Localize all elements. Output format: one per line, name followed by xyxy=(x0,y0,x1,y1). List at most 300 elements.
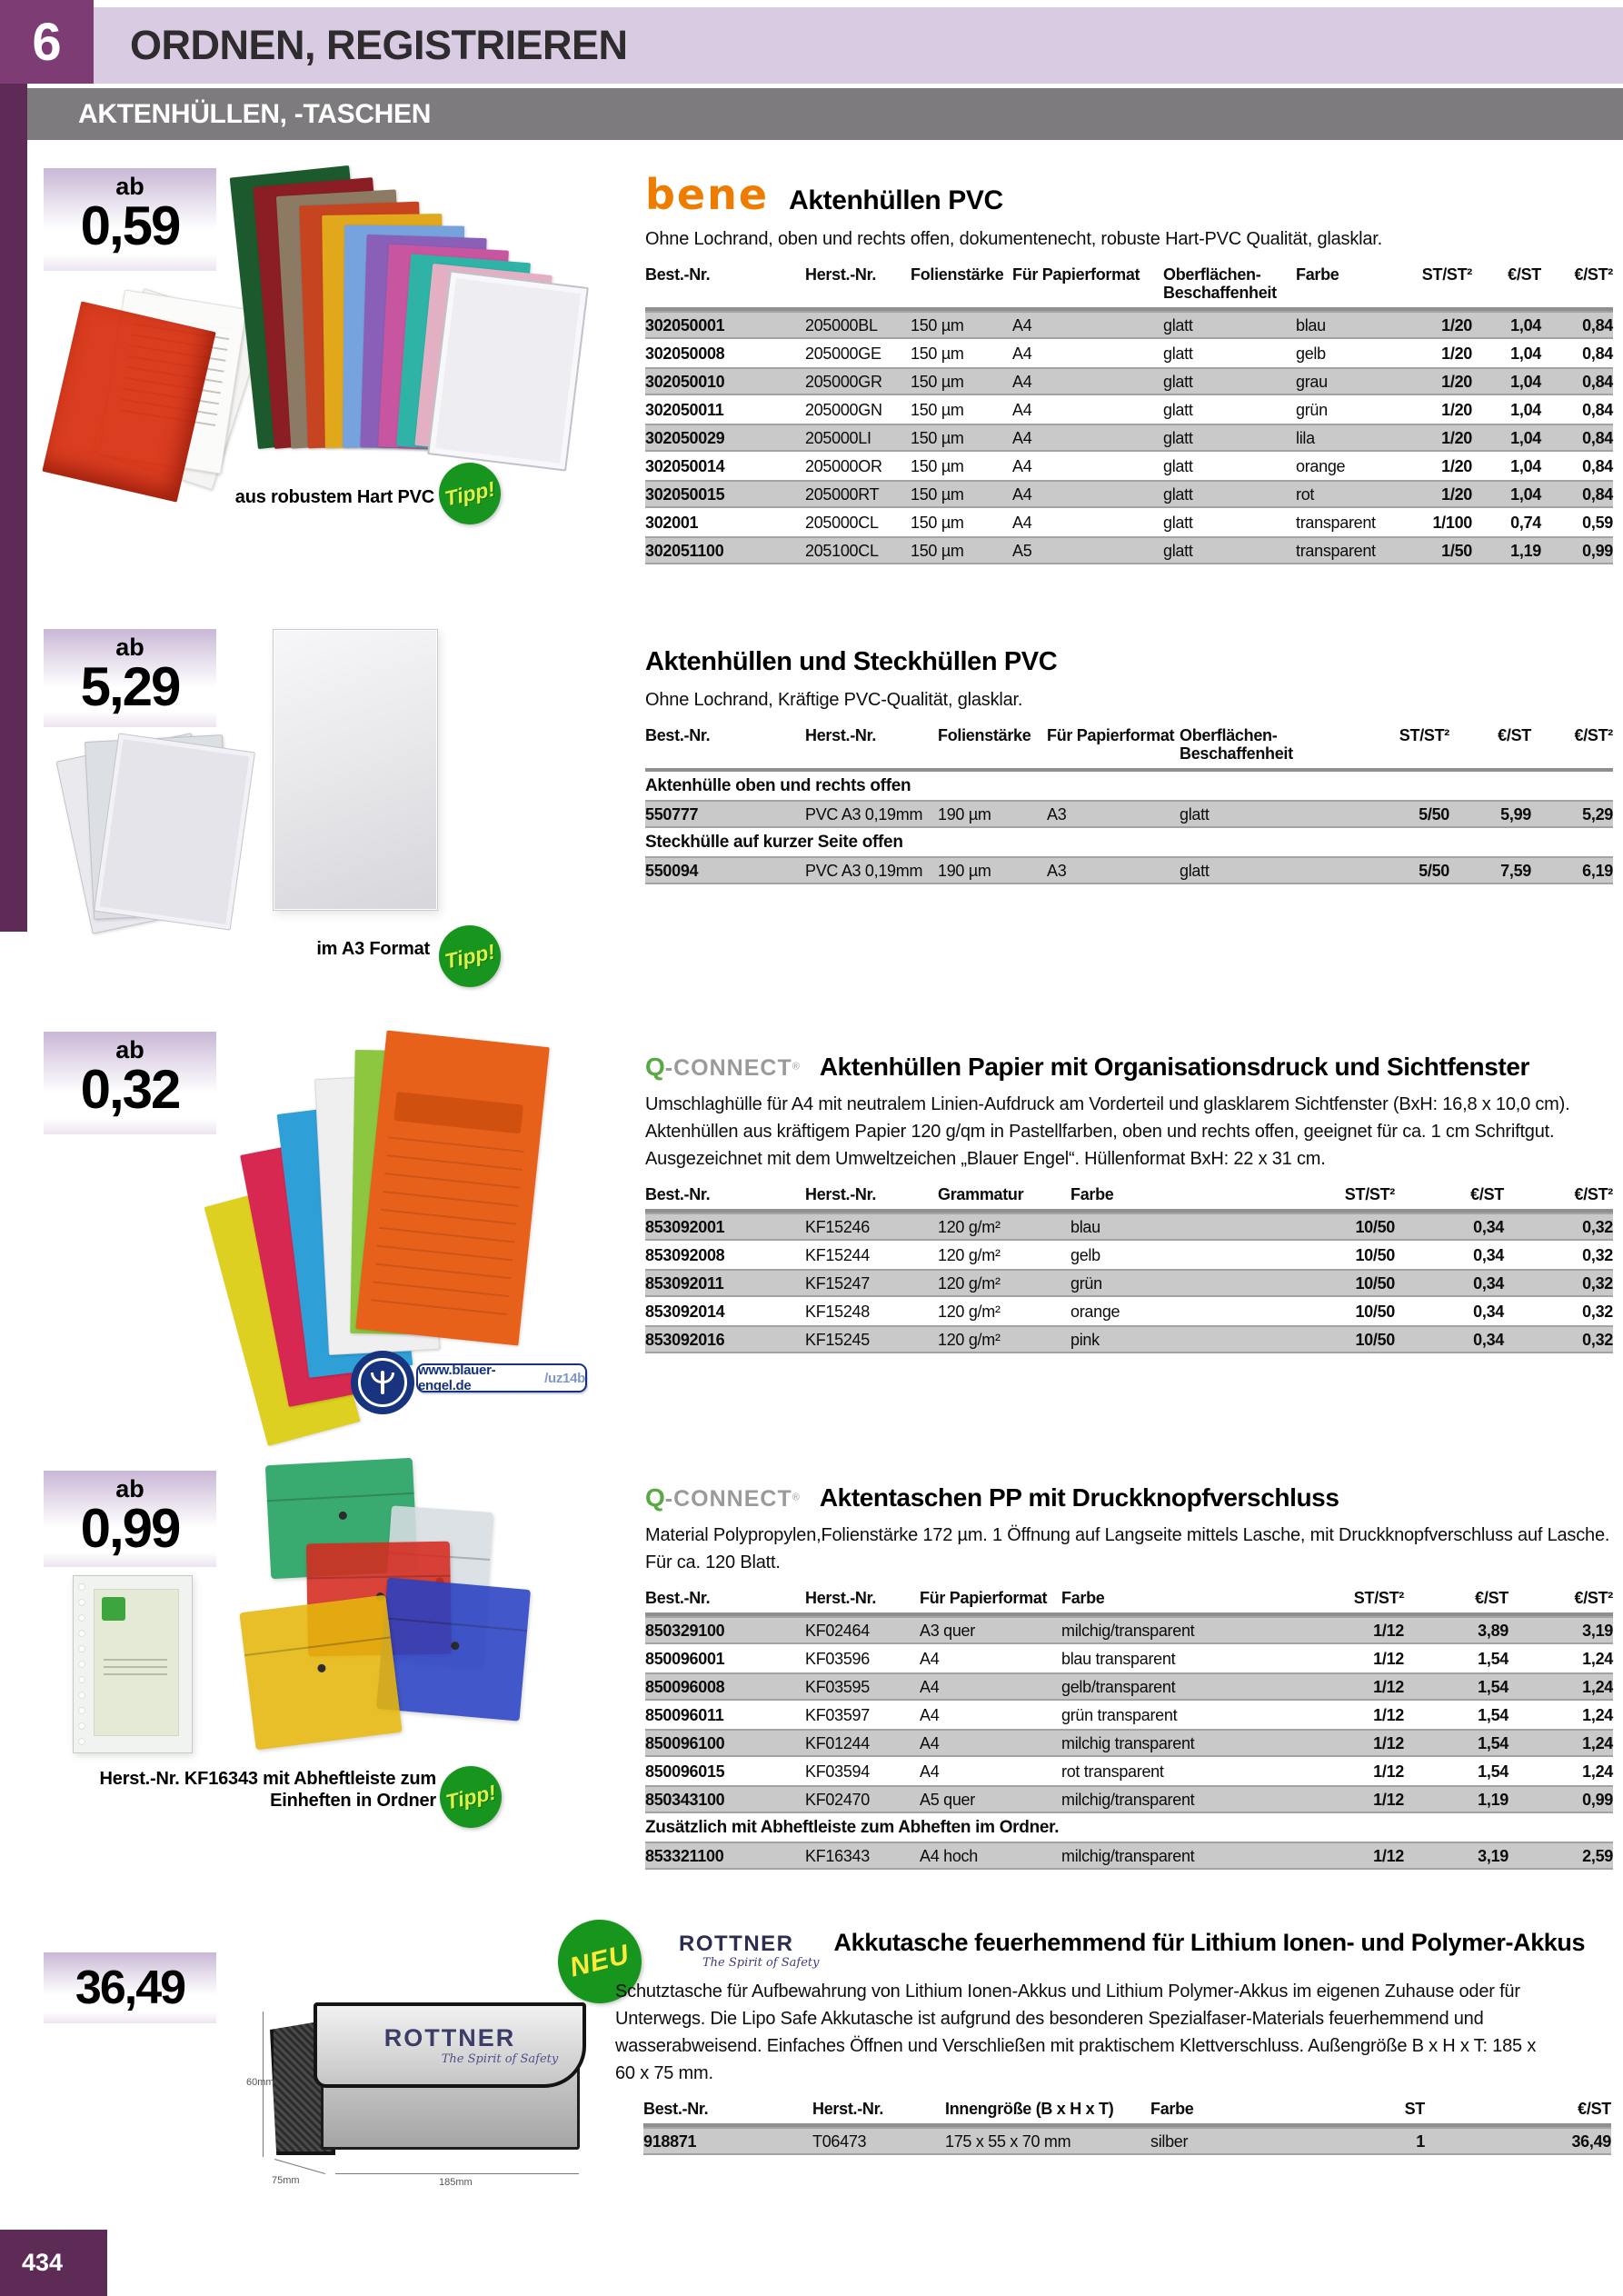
q-connect-logo: Q-CONNECT® xyxy=(645,1053,800,1081)
clear-folder-stack-image xyxy=(65,736,265,927)
table-cell: blau xyxy=(1296,315,1326,334)
bene-logo: bene xyxy=(645,170,770,219)
table-cell: 1/12 xyxy=(1373,1762,1404,1781)
product-description: Umschlaghülle für A4 mit neutralem Linien-Aufdruck am Vorderteil und glasklarem Sichtfenster (BxH: 16,8 x 10,0 cm). Aktenhüllen aus kräftigem Papier 120 g/qm in Pastellfarben, oben und rechts offen, geeignet für ca. 1 cm Schriftgut. Ausgezeichnet mit dem Umweltzeichen „Blauer Engel“. Hüllenformat BxH: 22 x 31 cm. xyxy=(645,1094,1570,1169)
price-badge-papier xyxy=(44,1032,216,1134)
chapter-title-band xyxy=(94,7,1623,84)
table-header-row xyxy=(643,2100,1611,2127)
table-cell: glatt xyxy=(1163,400,1193,419)
table-row xyxy=(645,1729,1613,1757)
table-cell: KF02464 xyxy=(805,1621,870,1640)
table-cell: 1,24 xyxy=(1582,1705,1613,1724)
table-cell: 150 µm xyxy=(911,484,964,504)
column-header: Für Papierformat xyxy=(1047,726,1175,744)
table-cell: 302050015 xyxy=(645,484,725,504)
table-cell: 120 g/m² xyxy=(938,1302,1001,1321)
column-header: Farbe xyxy=(1070,1185,1114,1203)
product-title: Aktenhüllen Papier mit Organisationsdruck und Sichtfenster xyxy=(819,1053,1529,1081)
table-cell: 302050010 xyxy=(645,372,725,391)
image-caption-a3: im A3 Format xyxy=(316,939,430,959)
table-cell: glatt xyxy=(1163,513,1193,532)
column-header: ST/ST² xyxy=(1353,1589,1404,1607)
table-cell: 120 g/m² xyxy=(938,1217,1001,1236)
table-cell: 1,04 xyxy=(1510,400,1541,419)
price-badge-aktentaschen xyxy=(44,1471,216,1567)
product-description: Material Polypropylen,Folienstärke 172 µm. 1 Öffnung auf Langseite mittels Lasche, mit Druckknopfverschluss auf Lasche. Für ca. 120 Blatt. xyxy=(645,1525,1610,1572)
table-cell: 302050011 xyxy=(645,400,724,419)
table-cell: 205000CL xyxy=(805,513,879,532)
table-cell: 5,29 xyxy=(1582,804,1613,824)
table-row xyxy=(645,1325,1613,1353)
table-cell: 302050001 xyxy=(645,315,725,334)
table-cell: KF03595 xyxy=(805,1677,870,1696)
column-header: Farbe xyxy=(1150,2100,1194,2118)
product-table-aktentaschen xyxy=(645,1589,1613,1870)
tipp-badge xyxy=(433,920,507,993)
table-cell: T06473 xyxy=(812,2131,867,2151)
blauer-engel-link-suffix: /uz14b xyxy=(544,1370,585,1386)
table-header-row xyxy=(645,1185,1613,1213)
table-cell: 0,84 xyxy=(1582,484,1613,504)
table-cell: 10/50 xyxy=(1355,1330,1395,1349)
table-cell: 0,32 xyxy=(1582,1245,1613,1264)
table-cell: 150 µm xyxy=(911,315,964,334)
column-header: Folienstärke xyxy=(938,726,1031,744)
column-header: ST/ST² xyxy=(1344,1185,1395,1203)
bag-brand-text: ROTTNER xyxy=(383,2024,516,2051)
table-row xyxy=(645,1757,1613,1785)
table-cell: 10/50 xyxy=(1355,1273,1395,1293)
product-title: Aktentaschen PP mit Druckknopfverschluss xyxy=(819,1483,1339,1512)
column-header: Best.-Nr. xyxy=(645,726,711,744)
column-header: €/ST xyxy=(1475,1589,1508,1607)
table-cell: A4 xyxy=(920,1733,940,1752)
table-cell: KF03596 xyxy=(805,1649,870,1668)
table-cell: silber xyxy=(1150,2131,1189,2151)
column-header: Für Papierformat xyxy=(920,1589,1048,1607)
table-cell: A5 xyxy=(1012,541,1032,560)
table-cell: gelb xyxy=(1296,344,1326,363)
pp-envelopes-image xyxy=(236,1454,527,1754)
table-cell: glatt xyxy=(1163,344,1193,363)
table-cell: 850096008 xyxy=(645,1677,725,1696)
table-header-row xyxy=(645,726,1613,772)
table-cell: 1,04 xyxy=(1510,456,1541,475)
column-header: Farbe xyxy=(1296,265,1339,284)
table-cell: lila xyxy=(1296,428,1315,447)
price-value: 5,29 xyxy=(80,656,180,717)
table-cell: 1,19 xyxy=(1510,541,1541,560)
table-cell: 205000OR xyxy=(805,456,882,475)
table-cell: 1/20 xyxy=(1441,484,1472,504)
table-cell: 1/12 xyxy=(1373,1649,1404,1668)
table-cell: 6,19 xyxy=(1582,861,1613,880)
table-cell: 190 µm xyxy=(938,861,991,880)
column-header: Best.-Nr. xyxy=(645,265,711,284)
table-row xyxy=(645,339,1613,367)
price-badge-pvc xyxy=(44,168,216,271)
table-cell: 1/12 xyxy=(1373,1705,1404,1724)
table-cell: 1,04 xyxy=(1510,484,1541,504)
column-header: €/ST xyxy=(1508,265,1541,284)
table-row xyxy=(645,800,1613,828)
table-cell: A4 xyxy=(920,1649,940,1668)
table-cell: 853092008 xyxy=(645,1245,725,1264)
subheading: Steckhülle auf kurzer Seite offen xyxy=(645,833,903,853)
table-cell: 120 g/m² xyxy=(938,1330,1001,1349)
column-header: €/ST² xyxy=(1574,1185,1613,1203)
fan-folder-orange xyxy=(355,1030,550,1345)
table-cell: 853092001 xyxy=(645,1217,725,1236)
dimension-label-depth: 75mm xyxy=(272,2175,300,2186)
table-cell: 853092016 xyxy=(645,1330,725,1349)
table-cell: 150 µm xyxy=(911,372,964,391)
table-cell: 7,59 xyxy=(1500,861,1531,880)
akkutasche-product-image xyxy=(246,1993,598,2198)
table-cell: A4 xyxy=(920,1705,940,1724)
table-cell: grau xyxy=(1296,372,1328,391)
table-cell: A4 xyxy=(920,1762,940,1781)
section-title-band xyxy=(25,88,1623,140)
column-header: €/ST² xyxy=(1574,265,1613,284)
table-row xyxy=(645,1213,1613,1241)
product-table-pvc xyxy=(645,265,1613,564)
table-cell: 205000RT xyxy=(805,484,880,504)
table-cell: glatt xyxy=(1163,484,1193,504)
product-table-akkutasche xyxy=(643,2100,1611,2155)
product-description: Ohne Lochrand, oben und rechts offen, dokumentenecht, robuste Hart-PVC Qualität, glasklar. xyxy=(645,229,1383,249)
table-cell: 205000LI xyxy=(805,428,871,447)
product-description: Ohne Lochrand, Kräftige PVC-Qualität, glasklar. xyxy=(645,690,1023,710)
table-cell: A4 xyxy=(1012,513,1032,532)
table-cell: A3 quer xyxy=(920,1621,975,1640)
table-cell: 0,74 xyxy=(1510,513,1541,532)
table-cell: 36,49 xyxy=(1571,2131,1611,2151)
table-cell: 205000GN xyxy=(805,400,882,419)
column-header: Grammatur xyxy=(938,1185,1024,1203)
table-cell: KF15247 xyxy=(805,1273,870,1293)
column-header: Folienstärke xyxy=(911,265,1004,284)
column-header: €/ST² xyxy=(1574,1589,1613,1607)
table-row xyxy=(645,452,1613,480)
table-cell: glatt xyxy=(1163,456,1193,475)
table-cell: 302051100 xyxy=(645,541,724,560)
tipp-badge-label: Tipp! xyxy=(442,938,497,973)
table-cell: 150 µm xyxy=(911,344,964,363)
table-cell: 850096015 xyxy=(645,1762,725,1781)
table-cell: 850096011 xyxy=(645,1705,724,1724)
table-cell: 1/12 xyxy=(1373,1621,1404,1640)
table-cell: 1,04 xyxy=(1510,315,1541,334)
table-cell: 1,54 xyxy=(1478,1705,1508,1724)
red-pvc-folder-image xyxy=(58,298,267,494)
fan-sheet-clear xyxy=(427,270,589,471)
image-caption-aktentaschen: Herst.-Nr. KF16343 mit Abheftleiste zum Einheften in Ordner xyxy=(99,1769,436,1811)
table-cell: 0,99 xyxy=(1582,1790,1613,1809)
product-table-steckhuellen xyxy=(645,726,1613,884)
table-cell: 1,24 xyxy=(1582,1649,1613,1668)
table-row xyxy=(645,424,1613,452)
bag-brand-tagline: The Spirit of Safety xyxy=(441,2052,559,2066)
section-heading xyxy=(645,1053,1613,1082)
table-cell: A3 xyxy=(1047,804,1067,824)
table-cell: 3,19 xyxy=(1478,1846,1508,1865)
table-cell: 3,89 xyxy=(1478,1621,1508,1640)
table-header-row xyxy=(645,1589,1613,1616)
table-cell: KF03594 xyxy=(805,1762,870,1781)
table-cell: KF15245 xyxy=(805,1330,870,1349)
table-cell: 918871 xyxy=(643,2131,697,2151)
table-row xyxy=(645,508,1613,536)
product-table-papier xyxy=(645,1185,1613,1353)
blauer-engel-link-main: www.blauer-engel.de xyxy=(418,1363,496,1393)
column-header: €/ST² xyxy=(1574,726,1613,744)
column-header: Best.-Nr. xyxy=(645,1589,711,1607)
table-cell: 175 x 55 x 70 mm xyxy=(945,2131,1071,2151)
table-cell: A4 xyxy=(1012,428,1032,447)
product-title: Aktenhüllen PVC xyxy=(789,185,1003,215)
column-header: Herst.-Nr. xyxy=(812,2100,884,2118)
table-cell: 5/50 xyxy=(1419,861,1449,880)
left-edge-strip xyxy=(0,84,27,932)
table-cell: 0,32 xyxy=(1582,1217,1613,1236)
table-cell: 1/20 xyxy=(1441,315,1472,334)
table-cell: glatt xyxy=(1163,315,1193,334)
price-value: 36,49 xyxy=(75,1962,185,2014)
table-cell: 302050008 xyxy=(645,344,725,363)
table-cell: A4 xyxy=(1012,315,1032,334)
table-cell: 550777 xyxy=(645,804,699,824)
table-cell: 302050029 xyxy=(645,428,725,447)
table-cell: A4 xyxy=(920,1677,940,1696)
table-cell: 302001 xyxy=(645,513,699,532)
table-cell: 1,04 xyxy=(1510,372,1541,391)
table-cell: 190 µm xyxy=(938,804,991,824)
pocket-punch-strip xyxy=(75,1580,88,1749)
table-cell: 850096100 xyxy=(645,1733,725,1752)
column-header: Farbe xyxy=(1061,1589,1105,1607)
table-cell: 1,54 xyxy=(1478,1677,1508,1696)
table-row xyxy=(645,856,1613,884)
price-value: 0,99 xyxy=(80,1498,180,1559)
table-cell: 1,04 xyxy=(1510,428,1541,447)
table-row xyxy=(645,1269,1613,1297)
table-cell: 150 µm xyxy=(911,541,964,560)
chapter-number: 6 xyxy=(32,12,62,72)
table-cell: KF15246 xyxy=(805,1217,870,1236)
product-section-aktentaschen xyxy=(645,1483,1613,1870)
table-cell: 850343100 xyxy=(645,1790,725,1809)
page-number: 434 xyxy=(22,2249,64,2276)
table-header-row xyxy=(645,265,1613,311)
table-row xyxy=(645,536,1613,564)
blauer-engel-link[interactable] xyxy=(416,1363,587,1393)
column-header: Herst.-Nr. xyxy=(805,265,877,284)
dimension-line-width xyxy=(335,2173,579,2174)
table-cell: rot xyxy=(1296,484,1315,504)
price-prefix: ab xyxy=(115,634,144,661)
q-connect-mark xyxy=(102,1597,125,1621)
table-cell: 5,99 xyxy=(1500,804,1531,824)
product-section-steckhuellen xyxy=(645,647,1613,884)
column-header: Best.-Nr. xyxy=(645,1185,711,1203)
table-cell: 0,32 xyxy=(1582,1273,1613,1293)
table-cell: 0,32 xyxy=(1582,1330,1613,1349)
table-cell: 10/50 xyxy=(1355,1302,1395,1321)
section-heading xyxy=(645,170,1613,219)
table-cell: orange xyxy=(1070,1302,1120,1321)
table-cell: grün xyxy=(1070,1273,1102,1293)
price-prefix: ab xyxy=(115,1475,144,1502)
table-cell: 2,59 xyxy=(1582,1846,1613,1865)
folder-label-band xyxy=(393,1092,523,1133)
table-cell: A4 hoch xyxy=(920,1846,978,1865)
table-row xyxy=(645,1672,1613,1701)
table-cell: orange xyxy=(1296,456,1346,475)
table-cell: 1,54 xyxy=(1478,1733,1508,1752)
table-cell: 0,84 xyxy=(1582,428,1613,447)
table-row xyxy=(645,1842,1613,1870)
table-cell: 1/20 xyxy=(1441,428,1472,447)
table-cell: gelb/transparent xyxy=(1061,1677,1176,1696)
table-cell: rot transparent xyxy=(1061,1762,1164,1781)
table-cell: 0,84 xyxy=(1582,344,1613,363)
table-cell: 302050014 xyxy=(645,456,725,475)
table-cell: milchig/transparent xyxy=(1061,1790,1195,1809)
product-section-akkutasche xyxy=(615,1929,1615,2155)
table-cell: grün transparent xyxy=(1061,1705,1178,1724)
price-badge-steckhuellen xyxy=(44,629,216,727)
column-header: ST/ST² xyxy=(1421,265,1472,284)
table-row xyxy=(645,395,1613,424)
product-title: Aktenhüllen und Steckhüllen PVC xyxy=(645,647,1058,676)
table-cell: 5/50 xyxy=(1419,804,1449,824)
table-cell: 150 µm xyxy=(911,456,964,475)
table-cell: KF02470 xyxy=(805,1790,870,1809)
table-row xyxy=(645,1297,1613,1325)
column-header: Oberflächen- Beschaffenheit xyxy=(1163,265,1277,303)
table-cell: grün xyxy=(1296,400,1328,419)
table-cell: pink xyxy=(1070,1330,1100,1349)
product-description: Schutztasche für Aufbewahrung von Lithium Ionen-Akkus und Lithium Polymer-Akkus im eigenen Zuhause oder für Unterwegs. Die Lipo Safe Akkutasche ist aufgrund des besonderen Spezialfaser-Materials feuerhemmend und wasserabweisend. Einfaches Öffnen und Verschließen mit praktischem Klettverschluss. Außengröße B x H x T: 185 x 60 x 75 mm. xyxy=(615,1982,1537,2083)
dimension-line-depth xyxy=(274,2159,325,2174)
table-cell: 1/12 xyxy=(1373,1846,1404,1865)
table-cell: A4 xyxy=(1012,372,1032,391)
pocket-inner-sheet xyxy=(94,1589,179,1736)
tipp-badge xyxy=(434,1761,508,1834)
product-section-pvc xyxy=(645,170,1613,564)
column-header: €/ST xyxy=(1498,726,1531,744)
punched-pocket-image xyxy=(73,1575,193,1753)
table-row xyxy=(645,1785,1613,1813)
envelope-blue xyxy=(376,1577,531,1721)
table-cell: glatt xyxy=(1180,804,1210,824)
table-cell: PVC A3 0,19mm xyxy=(805,804,923,824)
table-cell: 1,24 xyxy=(1582,1762,1613,1781)
table-cell: 0,34 xyxy=(1473,1217,1504,1236)
table-cell: glatt xyxy=(1163,541,1193,560)
section-heading xyxy=(645,1483,1613,1512)
table-subheading-row xyxy=(645,828,1613,856)
table-cell: A4 xyxy=(1012,400,1032,419)
table-subheading-row xyxy=(645,1813,1613,1842)
section-heading xyxy=(679,1929,1615,1969)
table-cell: 1/12 xyxy=(1373,1733,1404,1752)
table-row xyxy=(645,1701,1613,1729)
section-title: AKTENHÜLLEN, -TASCHEN xyxy=(78,98,432,129)
table-cell: 150 µm xyxy=(911,400,964,419)
table-cell: glatt xyxy=(1163,372,1193,391)
table-cell: PVC A3 0,19mm xyxy=(805,861,923,880)
table-cell: KF16343 xyxy=(805,1846,870,1865)
table-cell: 1,19 xyxy=(1478,1790,1508,1809)
column-header: Herst.-Nr. xyxy=(805,1185,877,1203)
table-cell: 850096001 xyxy=(645,1649,725,1668)
price-value: 0,59 xyxy=(80,195,180,256)
table-row xyxy=(645,480,1613,508)
table-cell: 1/20 xyxy=(1441,400,1472,419)
column-header: Oberflächen- Beschaffenheit xyxy=(1180,726,1293,764)
table-cell: 853092011 xyxy=(645,1273,724,1293)
table-cell: A3 xyxy=(1047,861,1067,880)
table-cell: 205000GE xyxy=(805,344,881,363)
table-cell: 10/50 xyxy=(1355,1245,1395,1264)
table-cell: 10/50 xyxy=(1355,1217,1395,1236)
table-cell: 1/20 xyxy=(1441,344,1472,363)
neu-badge-label: NEU xyxy=(566,1939,633,1983)
clear-sheet xyxy=(94,733,255,930)
price-value: 0,32 xyxy=(80,1059,180,1120)
table-cell: 1/12 xyxy=(1373,1790,1404,1809)
chapter-number-box xyxy=(0,0,94,84)
table-subheading-row xyxy=(645,772,1613,800)
table-cell: 0,32 xyxy=(1582,1302,1613,1321)
column-header: Für Papierformat xyxy=(1012,265,1140,284)
table-cell: 853321100 xyxy=(645,1846,724,1865)
table-row xyxy=(645,1616,1613,1644)
tipp-badge-label: Tipp! xyxy=(443,1779,498,1814)
pvc-color-fan-image xyxy=(244,171,589,471)
table-cell: 0,59 xyxy=(1582,513,1613,532)
column-header: ST xyxy=(1404,2100,1425,2118)
sheet-text-lines xyxy=(104,1653,167,1681)
table-cell: 205000GR xyxy=(805,372,882,391)
table-cell: transparent xyxy=(1296,513,1376,532)
table-row xyxy=(645,311,1613,339)
q-connect-logo: Q-CONNECT® xyxy=(645,1483,800,1512)
table-cell: 120 g/m² xyxy=(938,1273,1001,1293)
table-cell: 1/12 xyxy=(1373,1677,1404,1696)
table-cell: glatt xyxy=(1163,428,1193,447)
folder-print-lines xyxy=(371,1136,524,1323)
table-cell: 1,24 xyxy=(1582,1733,1613,1752)
table-cell: 0,84 xyxy=(1582,372,1613,391)
table-cell: 1,24 xyxy=(1582,1677,1613,1696)
table-cell: 150 µm xyxy=(911,428,964,447)
table-cell: 1/20 xyxy=(1441,372,1472,391)
table-cell: 850329100 xyxy=(645,1621,725,1640)
table-cell: 0,34 xyxy=(1473,1330,1504,1349)
table-cell: 1/100 xyxy=(1432,513,1472,532)
product-title: Akkutasche feuerhemmend für Lithium Ionen- und Polymer-Akkus xyxy=(833,1929,1586,1956)
table-cell: KF03597 xyxy=(805,1705,870,1724)
table-cell: 550094 xyxy=(645,861,699,880)
table-cell: milchig transparent xyxy=(1061,1733,1195,1752)
table-cell: KF01244 xyxy=(805,1733,870,1752)
price-prefix: ab xyxy=(115,173,144,200)
rottner-logo: ROTTNER The Spirit of Safety xyxy=(679,1932,820,1970)
table-row xyxy=(645,1644,1613,1672)
